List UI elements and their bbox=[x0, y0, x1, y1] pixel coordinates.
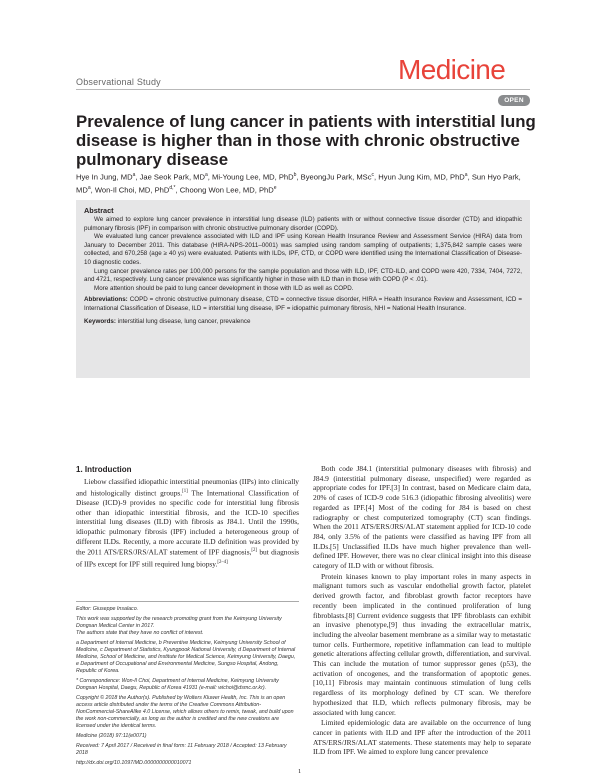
left-column-body bbox=[76, 477, 299, 569]
header-divider bbox=[76, 89, 530, 90]
doi-link[interactable]: http://dx.doi.org/10.1097/MD.0000000000010071 bbox=[76, 760, 192, 766]
author-affiliation-mark: b bbox=[293, 172, 297, 178]
author-name: Sun Hyo Park, MD bbox=[76, 172, 521, 195]
intro-paragraph: Limited epidemiologic data are available on the occurrence of lung cancer in patients with ILD and IPF after the introduction of the 2011 ATS/ERS/JRS/ALAT statements. These statements may help to separate ILD from IPF. We aimed to explore lung cancer prevalence bbox=[313, 718, 531, 757]
received-note: Received: 7 April 2017 / Received in final form: 11 February 2018 / Accepted: 13 February 2018 bbox=[76, 743, 287, 756]
citation-ref: [2] bbox=[251, 548, 258, 554]
footnote-divider bbox=[76, 601, 299, 602]
intro-paragraph: Protein kinases known to play important roles in many aspects in malignant tumors such as vascular endothelial growth factor, platelet derived growth factor, and fibroblast growth factor receptors have recently been implicated in the continued proliferation of lung fibroblasts.[8] Current evidence suggests that IPF fibroblasts can exhibit an invasive phenotype,[9] thus invading the extracellular matrix, including the alveolar basement membrane as a similar way to metastatic tumor cells. Furthermore, repetitive inflammation can lead to multiple genetic alterations affecting cellular growth, differentiation, and survival. This can include the mutation of tumor suppressor genes (p53), the activation of oncogenes, and the transformation of apoptotic genes.[10,11] Fibrosis may maintain continuous stimulation of lung cells regardless of its morphology defined by CT scan. We therefore hypothesized that ILD, which reflects pulmonary fibrosis, may be associated with lung cancer. bbox=[313, 571, 531, 717]
intro-paragraph: Both code J84.1 (interstitial pulmonary diseases with fibrosis) and J84.9 (interstitial pulmonary disease, unspecified) were regarded as appropriate codes for IPF.[3] In contrast, based on Medicare claim data, 20% of cases of ICD-9 code 516.3 (idiopathic fibrosing alveolitis) were regarded as IPF.[4] Most of the coding for J84 is based on chest radiography or chest computerized tomography (CT) scan findings. When the 2011 ATS/ERS/JRS/ALAT statement applied for ICD-10 code J84, only 3.5% of the patients were classified as having IPF from all ILDs.[5] Unclassified ILDs have much higher prevalence than well-defined IPF. However, there was no clear clinical insight into this disease category of ILD with or without fibrosis. bbox=[313, 464, 531, 571]
author-name: ByeongJu Park, MSc bbox=[300, 172, 372, 182]
conflict-note: The authors state that they have no conflict of interest. bbox=[76, 630, 204, 636]
section-tag: Observational Study bbox=[76, 77, 161, 87]
abstract-paragraph: We aimed to explore lung cancer prevalence in interstitial lung disease (ILD) patients with or without connective tissue disorder (CTD) and idiopathic pulmonary fibrosis (IPF) in comparison with chronic obstructive pulmonary disorder (COPD). bbox=[84, 216, 522, 232]
author-affiliation-mark: a bbox=[132, 172, 136, 178]
page-number: 1 bbox=[298, 768, 302, 775]
abbreviations-text: COPD = chronic obstructive pulmonary disease, CTD = connective tissue disorder, HIRA = Health Insurance Review and Assessment, ICD = International Classification of Disease, ILD = interstitial lung disease, IPF = idiopathic pulmonary fibrosis, NHI = National Health Insurance. bbox=[84, 296, 522, 312]
keywords-label: Keywords: bbox=[84, 317, 116, 325]
citation-ref: [2–4] bbox=[217, 559, 228, 565]
keywords-text: interstitial lung disease, lung cancer, prevalence bbox=[117, 317, 251, 325]
intro-text: but diagnosis of IIPs except for IPF still required lung biopsy. bbox=[76, 547, 299, 569]
copyright-note: Copyright © 2018 the Author(s). Published by Wolters Kluwer Health, Inc. This is an open access article distributed under the terms of the Creative Commons Attribution-NonCommercial-ShareAlike 4.0 License, which allows others to remix, tweak, and build upon the work non-commercially, as long as the author is credited and the new creations are licensed under the identical terms. bbox=[76, 695, 294, 729]
right-column-body bbox=[313, 464, 531, 757]
affiliations-note: a Department of Internal Medicine, b Preventive Medicine, Keimyung University School of Medicine, c Department of Statistics, Kyungpook National University, d Department of Internal Medicine, School of Medicine, and Institute for Medical Science, Keimyung University, Daegu, e Department of Occupational and Environmental Medicine, Sungso Hospital, Andong, Republic of Korea. bbox=[76, 640, 296, 674]
author-list: Hye In Jung, $MD^a$, Jae Seok Park, $MD^a$, Mi-Young Lee, MD, PhD$^b$, ByeongJu Park, MSc$^c$, Hyun Jung Kim, MD, PhD$^a$, Sun Hyo Park, $MD^a$, Won-Il Choi, MD, PhD$^{d,*}$, Choong Won Lee, MD, PhD$^e$ bbox=[76, 172, 521, 195]
author-affiliation-mark: a bbox=[87, 184, 91, 191]
intro-paragraph bbox=[76, 477, 299, 569]
author-affiliation-mark: a bbox=[464, 172, 468, 178]
introduction-heading: 1. Introduction bbox=[76, 465, 132, 474]
intro-text: Liebow classified idiopathic interstitial pneumonias (IIPs) into clinically and histologically distinct groups. bbox=[76, 477, 299, 498]
article-title: Prevalence of lung cancer in patients with interstitial lung disease is higher than in those with chronic obstructive pulmonary disease bbox=[76, 112, 536, 169]
abstract-paragraph: More attention should be paid to lung cancer development in those with ILD as well as COPD. bbox=[94, 284, 354, 292]
abbreviations-label: Abbreviations: bbox=[84, 296, 128, 304]
author-affiliation-mark: a bbox=[205, 172, 208, 178]
abstract-box bbox=[76, 200, 530, 378]
abstract-heading: Abstract bbox=[84, 206, 114, 215]
abbreviations bbox=[84, 296, 522, 313]
footnotes bbox=[76, 606, 299, 767]
author-affiliation-mark: c bbox=[371, 172, 375, 178]
intro-text: The International Classification of Disease (ICD)-9 provides no specific code for interstitial lung fibrosis other than idiopathic interstitial fibrosis, and the ICD-10 specifies interstitial lung diseases (ILD) with fibrosis as J84.1. Until the 1990s, idiopathic pulmonary fibrosis (IPF) included a heterogeneous group of different ILDs. Recently, a more accurate ILD definition was provided by the 2011 ATS/ERS/JRS/ALAT statement of IPF diagnosis, bbox=[76, 488, 299, 557]
keywords bbox=[84, 318, 522, 327]
journal-logo: Medicine bbox=[398, 54, 506, 85]
funding-note: This work was supported by the research promoting grant from the Keimyung University Dongsan Medical Center in 2017. bbox=[76, 616, 282, 629]
abstract-paragraph: We evaluated lung cancer prevalence associated with ILD and IPF using Korean Health Insurance Review and Assessment Service (HIRA) data from January to December 2011. This database (HIRA-NPS-2011–0001) was sampled using random sampling of outpatients; 1,375,842 sample cases were collected, and 670,258 (age ≥ 40 ys) were evaluated. Patients with ILDs, IPF, CTD, or COPD were identified using the International Classification of Disease-10 diagnostic codes. bbox=[84, 233, 522, 266]
author-affiliation-mark: d,* bbox=[169, 184, 176, 191]
author-name: Jae Seok Park, MD bbox=[139, 172, 205, 182]
open-access-badge: OPEN bbox=[498, 95, 530, 106]
correspondence-note: * Correspondence: Won-Il Choi, Department of Internal Medicine, Keimyung University Dongsan Hospital, Daegu, Republic of Korea 41931 (e-mail: wichoi@dsmc.or.kr). bbox=[76, 678, 279, 691]
author-name: Won-Il Choi, MD, PhD bbox=[94, 185, 170, 195]
author-name: Mi-Young Lee, MD, PhD bbox=[212, 172, 294, 182]
editor-note: Editor: Giuseppe Insalaco. bbox=[76, 606, 139, 612]
author-name: Choong Won Lee, MD, PhD bbox=[179, 185, 274, 195]
abstract-paragraph: Lung cancer prevalence rates per 100,000 persons for the sample population and those with ILD, IPF, CTD-ILD, and COPD were 420, 7334, 7404, 7272, and 4721, respectively. Lung cancer prevalence was significantly higher in those with ILD than in those with COPD (P < .01). bbox=[84, 267, 522, 284]
citation-note: Medicine (2018) 97:11(e0071) bbox=[76, 733, 147, 739]
author-name: Hyun Jung Kim, MD, PhD bbox=[378, 172, 465, 182]
citation-ref: [1] bbox=[182, 488, 188, 494]
author-name: Hye In Jung, MD bbox=[76, 172, 133, 182]
author-affiliation-mark: e bbox=[273, 184, 277, 191]
